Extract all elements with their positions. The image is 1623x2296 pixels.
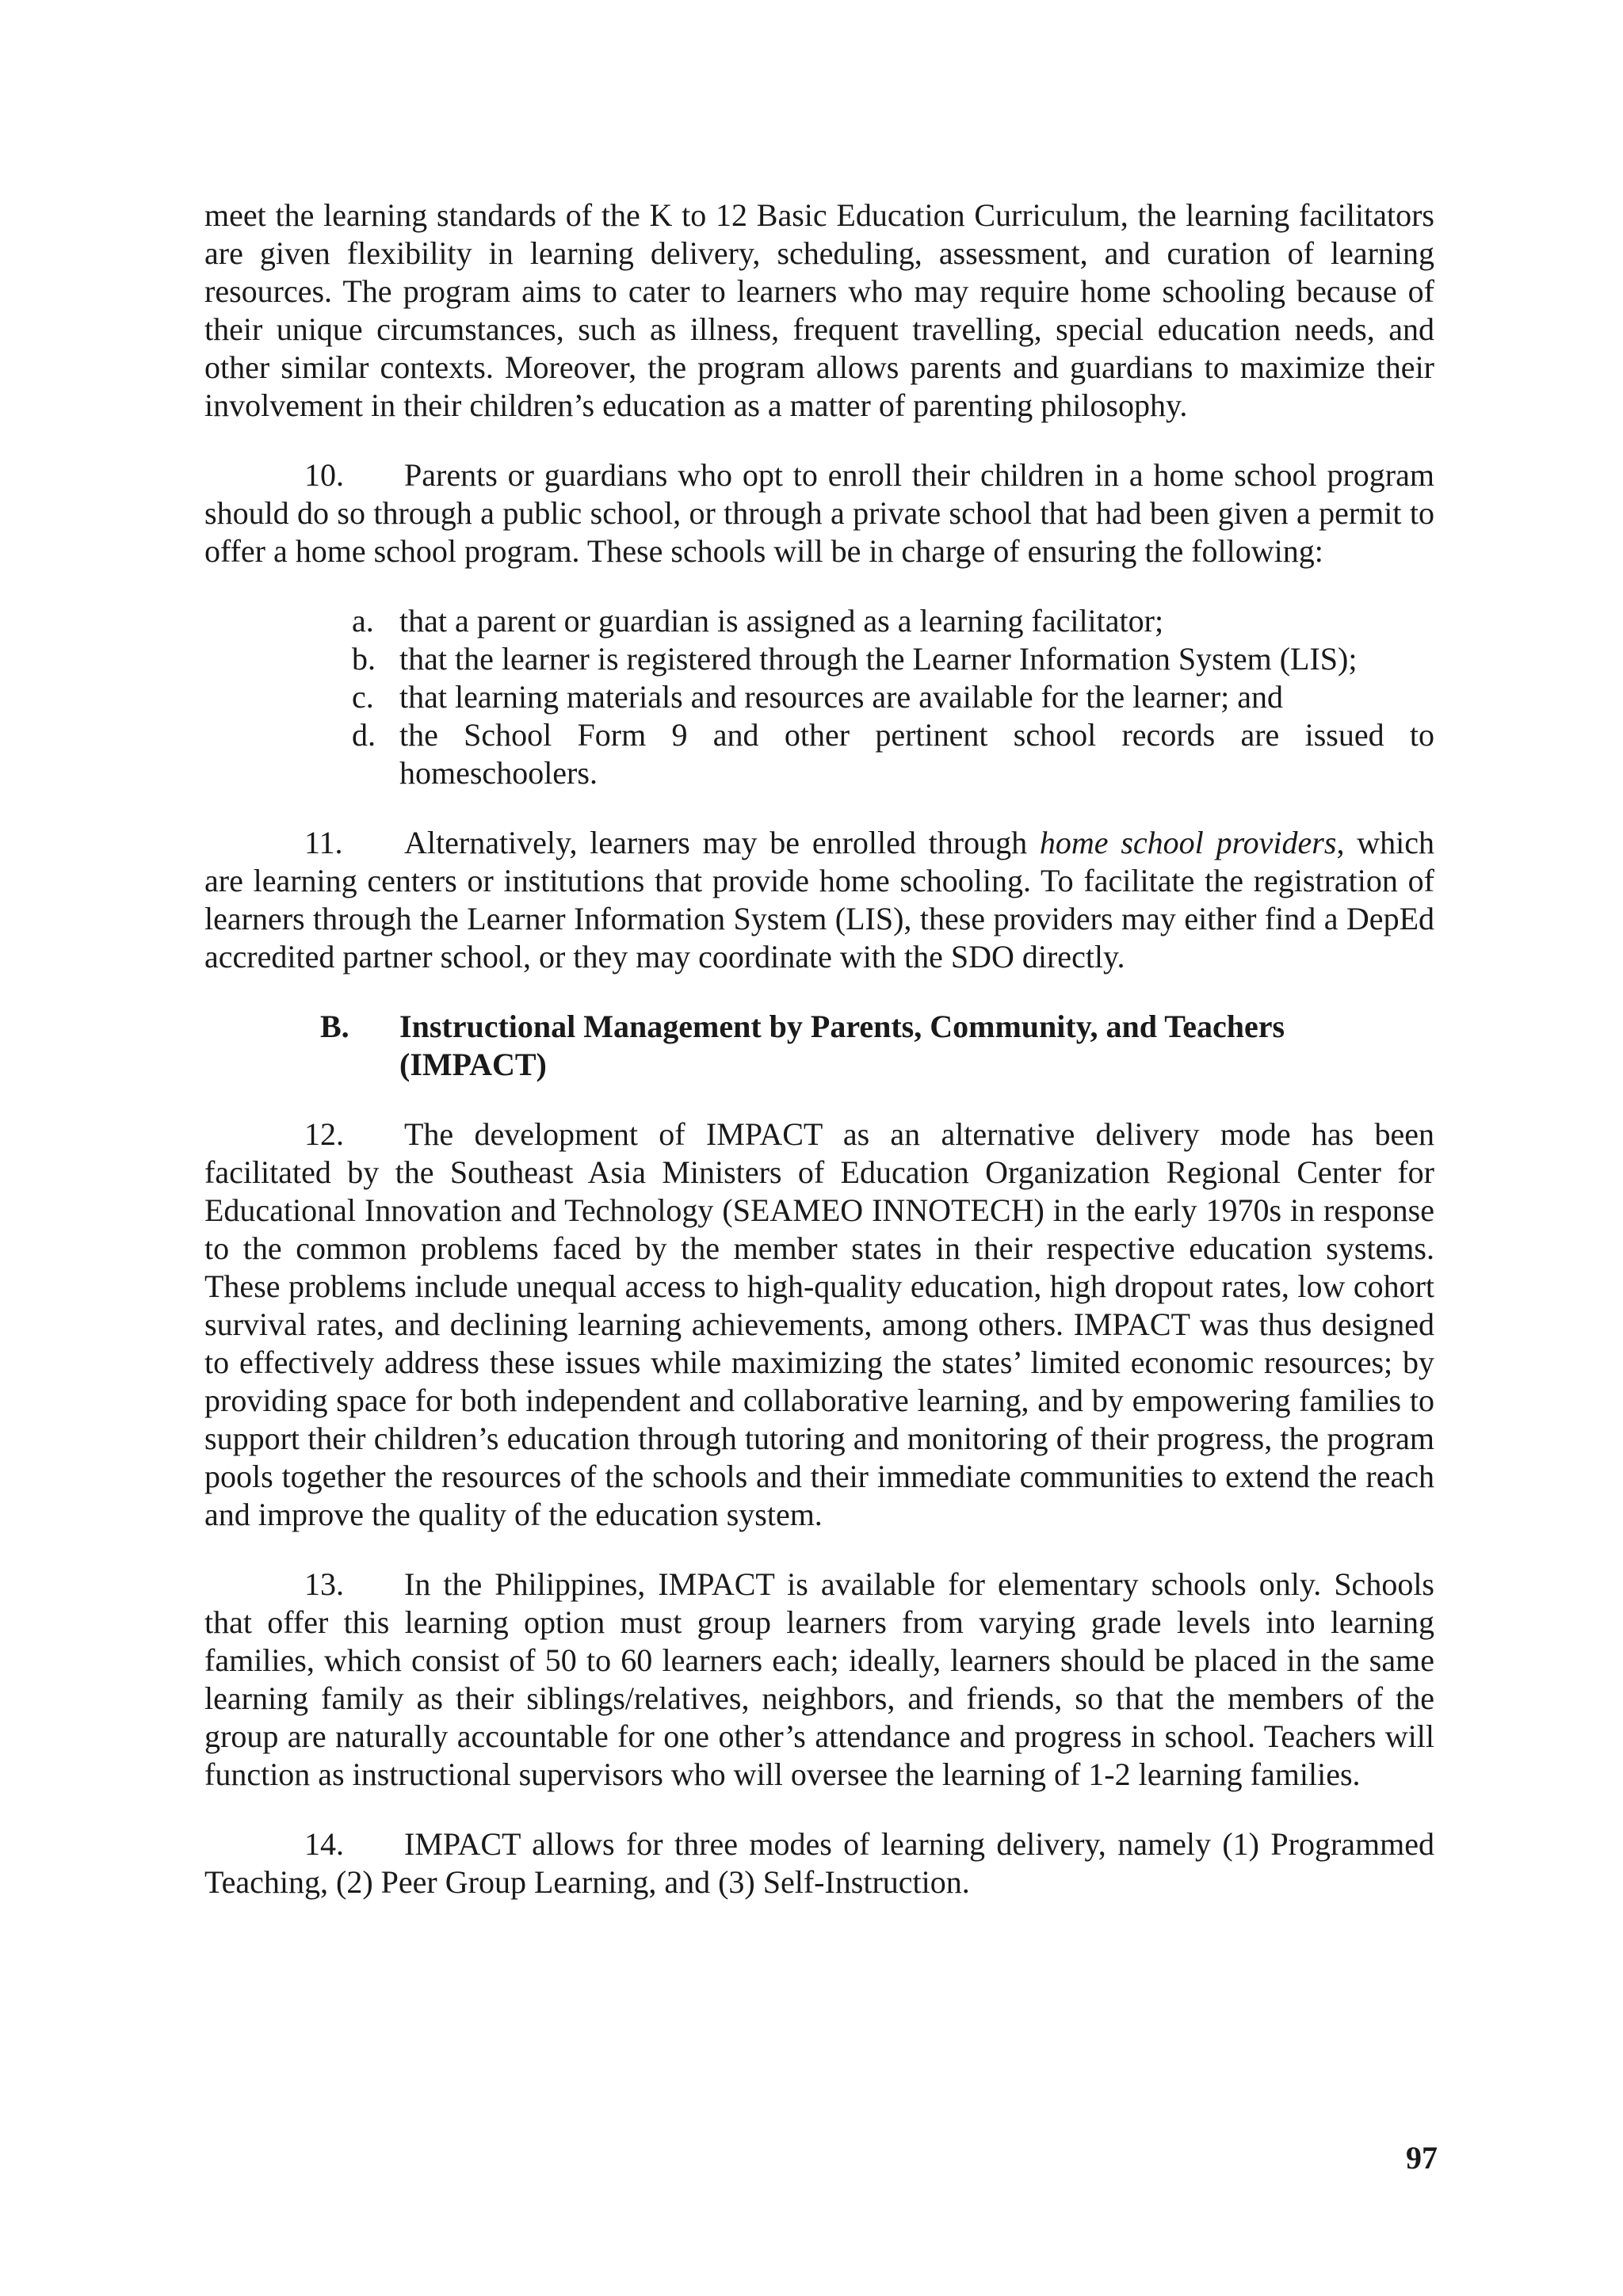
list-item	[204, 640, 1434, 678]
list-item	[204, 602, 1434, 640]
section-title: Instructional Management by Parents, Community, and Teachers (IMPACT)	[399, 1009, 1285, 1082]
requirements-list	[204, 602, 1434, 792]
paragraph-11-text-before: Alternatively, learners may be enrolled through	[404, 825, 1040, 860]
list-item-text: the School Form 9 and other pertinent school records are issued to homeschoolers.	[399, 717, 1434, 791]
paragraph-14-text: IMPACT allows for three modes of learning delivery, namely (1) Programmed Teaching, (2) Peer Group Learning, and (3) Self-Instruction.	[204, 1826, 1434, 1900]
list-item	[204, 678, 1434, 716]
paragraph-12-text: The development of IMPACT as an alternative delivery mode has been facilitated by the Southeast Asia Ministers of Education Organization Regional Center for Educational Innovation and Technology (SEAMEO INNOTECH) in the early 1970s in response to the common problems faced by the member states in their respective education systems. These problems include unequal access to high-quality education, high dropout rates, low cohort survival rates, and declining learning achievements, among others. IMPACT was thus designed to effectively address these issues while maximizing the states’ limited economic resources; by providing space for both independent and collaborative learning, and by empowering families to support their children’s education through tutoring and monitoring of their progress, the program pools together the resources of the schools and their immediate communities to extend the reach and improve the quality of the education system.	[204, 1116, 1434, 1532]
list-marker: a.	[352, 603, 374, 639]
paragraph-11-emphasis: home school providers	[1039, 825, 1337, 860]
paragraph-12-number: 12.	[304, 1116, 344, 1152]
paragraph-10	[204, 456, 1434, 570]
list-marker: c.	[352, 679, 374, 715]
list-item-text: that the learner is registered through the Learner Information System (LIS);	[399, 641, 1358, 677]
list-item	[204, 716, 1434, 792]
paragraph-12	[204, 1116, 1434, 1534]
list-item-text: that learning materials and resources are available for the learner; and	[399, 679, 1283, 715]
paragraph-14-number: 14.	[304, 1826, 344, 1862]
page-number: 97	[1406, 2140, 1438, 2176]
paragraph-13-number: 13.	[304, 1566, 344, 1602]
paragraph-14	[204, 1825, 1434, 1901]
section-heading	[204, 1008, 1434, 1084]
intro-paragraph	[204, 196, 1434, 425]
paragraph-10-number: 10.	[304, 457, 344, 493]
paragraph-13-text: In the Philippines, IMPACT is available for elementary schools only. Schools that offer this learning option must group learners from varying grade levels into learning families, which consist of 50 to 60 learners each; ideally, learners should be placed in the same learning family as their siblings/relatives, neighbors, and friends, so that the members of the group are naturally accountable for one other’s attendance and progress in school. Teachers will function as instructional supervisors who will oversee the learning of 1-2 learning families.	[204, 1566, 1434, 1792]
paragraph-13	[204, 1566, 1434, 1794]
paragraph-10-text: Parents or guardians who opt to enroll their children in a home school program should do so through a public school, or through a private school that had been given a permit to offer a home school program. These schools will be in charge of ensuring the following:	[204, 457, 1434, 569]
list-marker: b.	[352, 641, 376, 677]
page-body	[204, 196, 1434, 1933]
paragraph-11-number: 11.	[304, 825, 343, 860]
intro-text: meet the learning standards of the K to 12 Basic Education Curriculum, the learning facilitators are given flexibility in learning delivery, scheduling, assessment, and curation of learning resources. The program aims to cater to learners who may require home schooling because of their unique circumstances, such as illness, frequent travelling, special education needs, and other similar contexts. Moreover, the program allows parents and guardians to maximize their involvement in their children’s education as a matter of parenting philosophy.	[204, 197, 1434, 423]
paragraph-11-text-after: , which are learning centers or institutions that provide home schooling. To facilitate the registration of learners through the Learner Information System (LIS), these providers may either find a DepEd accredited partner school, or they may coordinate with the SDO directly.	[204, 825, 1434, 974]
section-marker: B.	[320, 1009, 349, 1044]
list-item-text: that a parent or guardian is assigned as a learning facilitator;	[399, 603, 1164, 639]
list-marker: d.	[352, 717, 376, 753]
paragraph-11	[204, 824, 1434, 976]
